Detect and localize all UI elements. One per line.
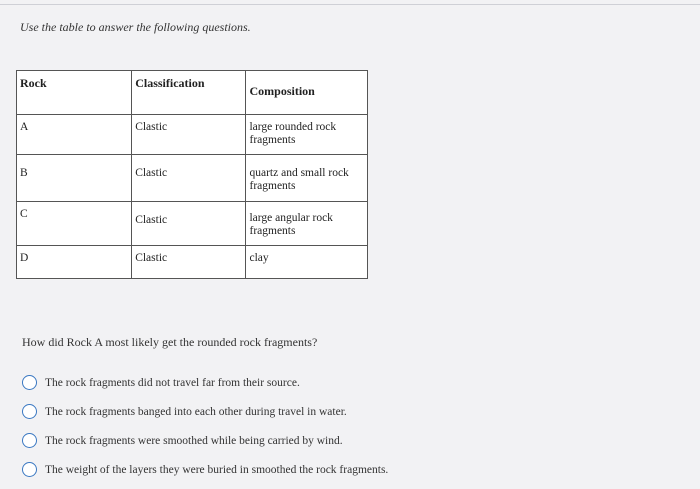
radio-button[interactable] (22, 433, 37, 448)
cell-classification: Clastic (132, 115, 246, 155)
header-rock: Rock (17, 71, 132, 115)
answer-label[interactable]: The rock fragments were smoothed while being carried by wind. (45, 434, 343, 447)
radio-button[interactable] (22, 375, 37, 390)
cell-composition: large rounded rock fragments (246, 115, 368, 155)
radio-button[interactable] (22, 404, 37, 419)
cell-composition: large angular rock fragments (246, 202, 368, 246)
cell-rock: B (17, 155, 132, 202)
cell-composition: clay (246, 246, 368, 279)
radio-button[interactable] (22, 462, 37, 477)
header-composition: Composition (246, 71, 368, 115)
answer-label[interactable]: The rock fragments did not travel far from their source. (45, 376, 300, 389)
table-row (17, 202, 368, 246)
cell-classification: Clastic (132, 202, 246, 246)
answer-option-3[interactable] (22, 426, 388, 455)
cell-rock: A (17, 115, 132, 155)
cell-classification: Clastic (132, 246, 246, 279)
answer-label[interactable]: The weight of the layers they were buried in smoothed the rock fragments. (45, 463, 389, 476)
cell-composition: quartz and small rock fragments (246, 155, 368, 202)
rock-table (16, 70, 368, 279)
answer-label[interactable]: The rock fragments banged into each other during travel in water. (45, 405, 347, 418)
question-text: How did Rock A most likely get the rounded rock fragments? (22, 335, 318, 349)
table-header-row (17, 71, 368, 115)
cell-rock: D (17, 246, 132, 279)
table-row (17, 115, 368, 155)
top-divider (0, 4, 700, 5)
answer-options (22, 368, 388, 484)
answer-option-2[interactable] (22, 397, 388, 426)
answer-option-1[interactable] (22, 368, 388, 397)
table-row (17, 246, 368, 279)
header-classification: Classification (132, 71, 246, 115)
cell-classification: Clastic (132, 155, 246, 202)
instructions-text: Use the table to answer the following questions. (20, 20, 251, 34)
table-row (17, 155, 368, 202)
answer-option-4[interactable] (22, 455, 388, 484)
cell-rock: C (17, 202, 132, 246)
